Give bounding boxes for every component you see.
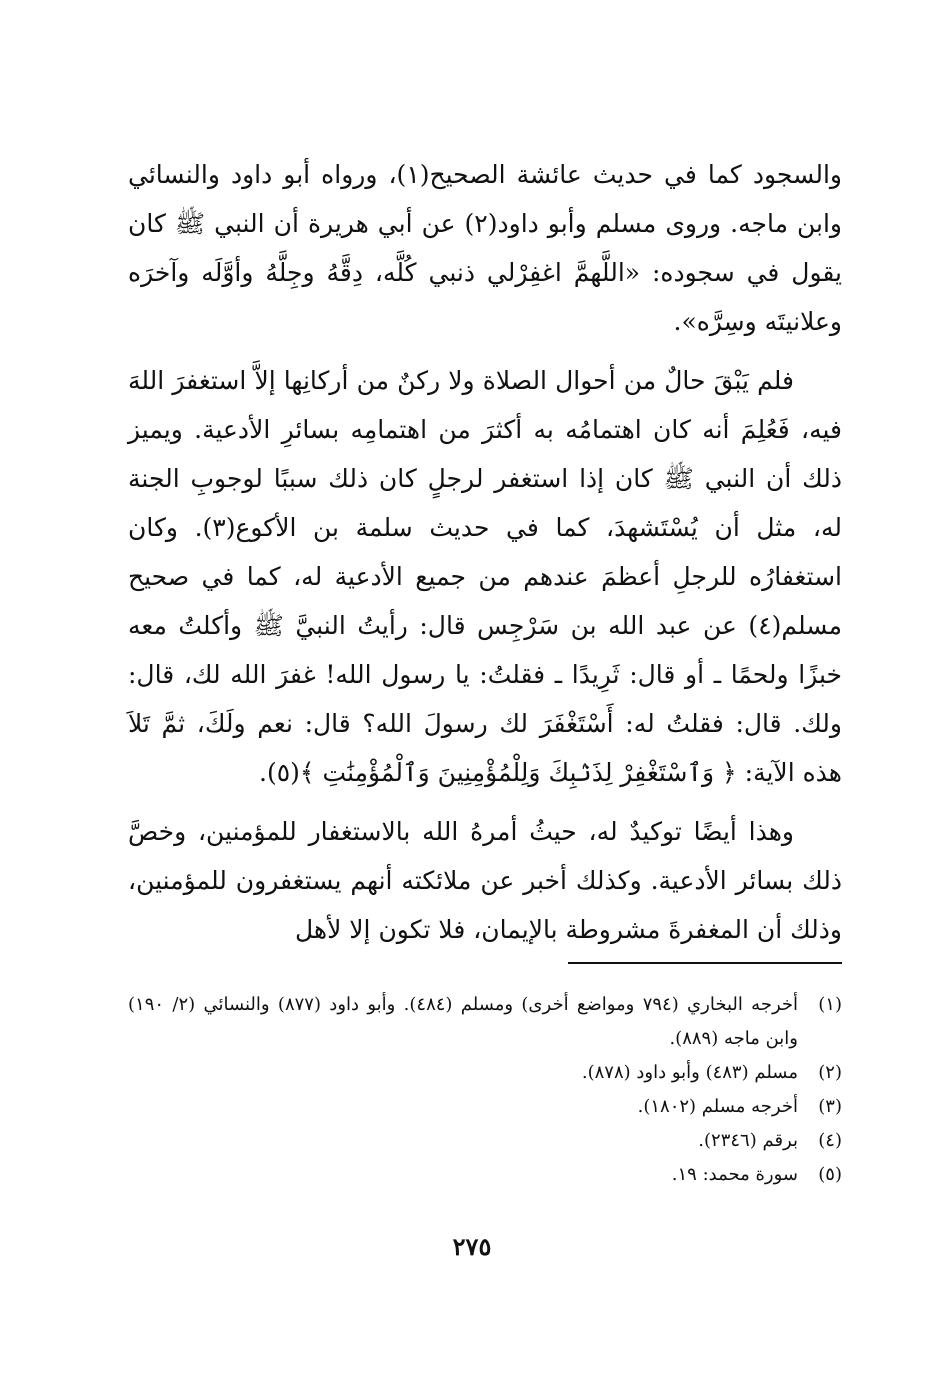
footnote-item [128,1124,842,1158]
main-text [128,150,842,964]
footnote-text: برقم (٢٣٤٦). [698,1130,798,1151]
footnote-text: أخرجه مسلم (١٨٠٢). [637,1096,798,1117]
footnotes [128,988,842,1192]
footnote-item [128,1090,842,1124]
footnote-item [128,1056,842,1090]
page-number: ٢٧٥ [452,1232,492,1261]
footnote-text: أخرجه البخاري (٧٩٤ ومواضع أخرى) ومسلم (٤٨٤). وأبو داود (٨٧٧) والنسائي (٢/ ١٩٠) وابن ماجه (٨٨٩). [128,994,799,1049]
paragraph-1: والسجود كما في حديث عائشة الصحيح(١)، ورواه أبو داود والنسائي وابن ماجه. وروى مسلم وأبو داود(٢) عن أبي هريرة أن النبي ﷺ كان يقول في سجوده: «اللَّهمَّ اغفِرْلي ذنبي كُلَّه، دِقَّهُ وجِلَّهُ وأوَّلَه وآخرَه وعلانيتَه وسِرَّه». [128,160,843,336]
footnote-number: (٤) [818,1130,842,1151]
paragraph-3: وهذا أيضًا توكيدٌ له، حيثُ أمرهُ الله بالاستغفار للمؤمنين، وخصَّ ذلك بسائر الأدعية. وكذلك أخبر عن ملائكته أنهم يستغفرون للمؤمنين، وذلك أن المغفرةَ مشروطة بالإيمان، فلا تكون إلا لأهل [128,817,842,944]
paragraph-2: فلم يَبْقَ حالٌ من أحوال الصلاة ولا ركنٌ من أركانِها إلاَّ استغفرَ اللهَ فيه، فَعُلِمَ أنه كان اهتمامُه به أكثرَ من اهتمامِه بسائرِ الأدعية. ويميز ذلك أن النبي ﷺ كان إذا استغفر لرجلٍ كان ذلك سببًا لوجوبِ الجنة له، مثل أن يُسْتَشهدَ، كما في حديث سلمة بن الأكوع(٣). وكان استغفارُه للرجلِ أعظمَ عندهم من جميع الأدعية له، كما في صحيح مسلم(٤) عن عبد الله بن سَرْجِس قال: رأيتُ النبيَّ ﷺ وأكلتُ معه خبزًا ولحمًا ـ أو قال: ثَرِيدًا ـ فقلتُ: يا رسول الله! غفرَ الله لك، قال: ولك. قال: فقلتُ له: أَسْتَغْفَرَ لك رسولَ الله؟ قال: نعم ولَكَ، ثمَّ تَلاَ هذه الآية: ﴿ وَٱسْتَغْفِرْ لِذَنۢبِكَ وَلِلْمُؤْمِنِينَ وَٱلْمُؤْمِنَٰتِ ﴾(٥). [128,366,842,787]
footnote-text: سورة محمد: ١٩. [671,1164,798,1185]
footnote-item [128,988,842,1056]
footnote-item [128,1158,842,1192]
footnote-separator [568,962,842,964]
footnote-number: (٥) [818,1164,842,1185]
footnote-number: (١) [818,994,842,1015]
footnote-text: مسلم (٤٨٣) وأبو داود (٨٧٨). [581,1062,798,1083]
footnote-number: (٣) [818,1096,842,1117]
footnote-number: (٢) [818,1062,842,1083]
